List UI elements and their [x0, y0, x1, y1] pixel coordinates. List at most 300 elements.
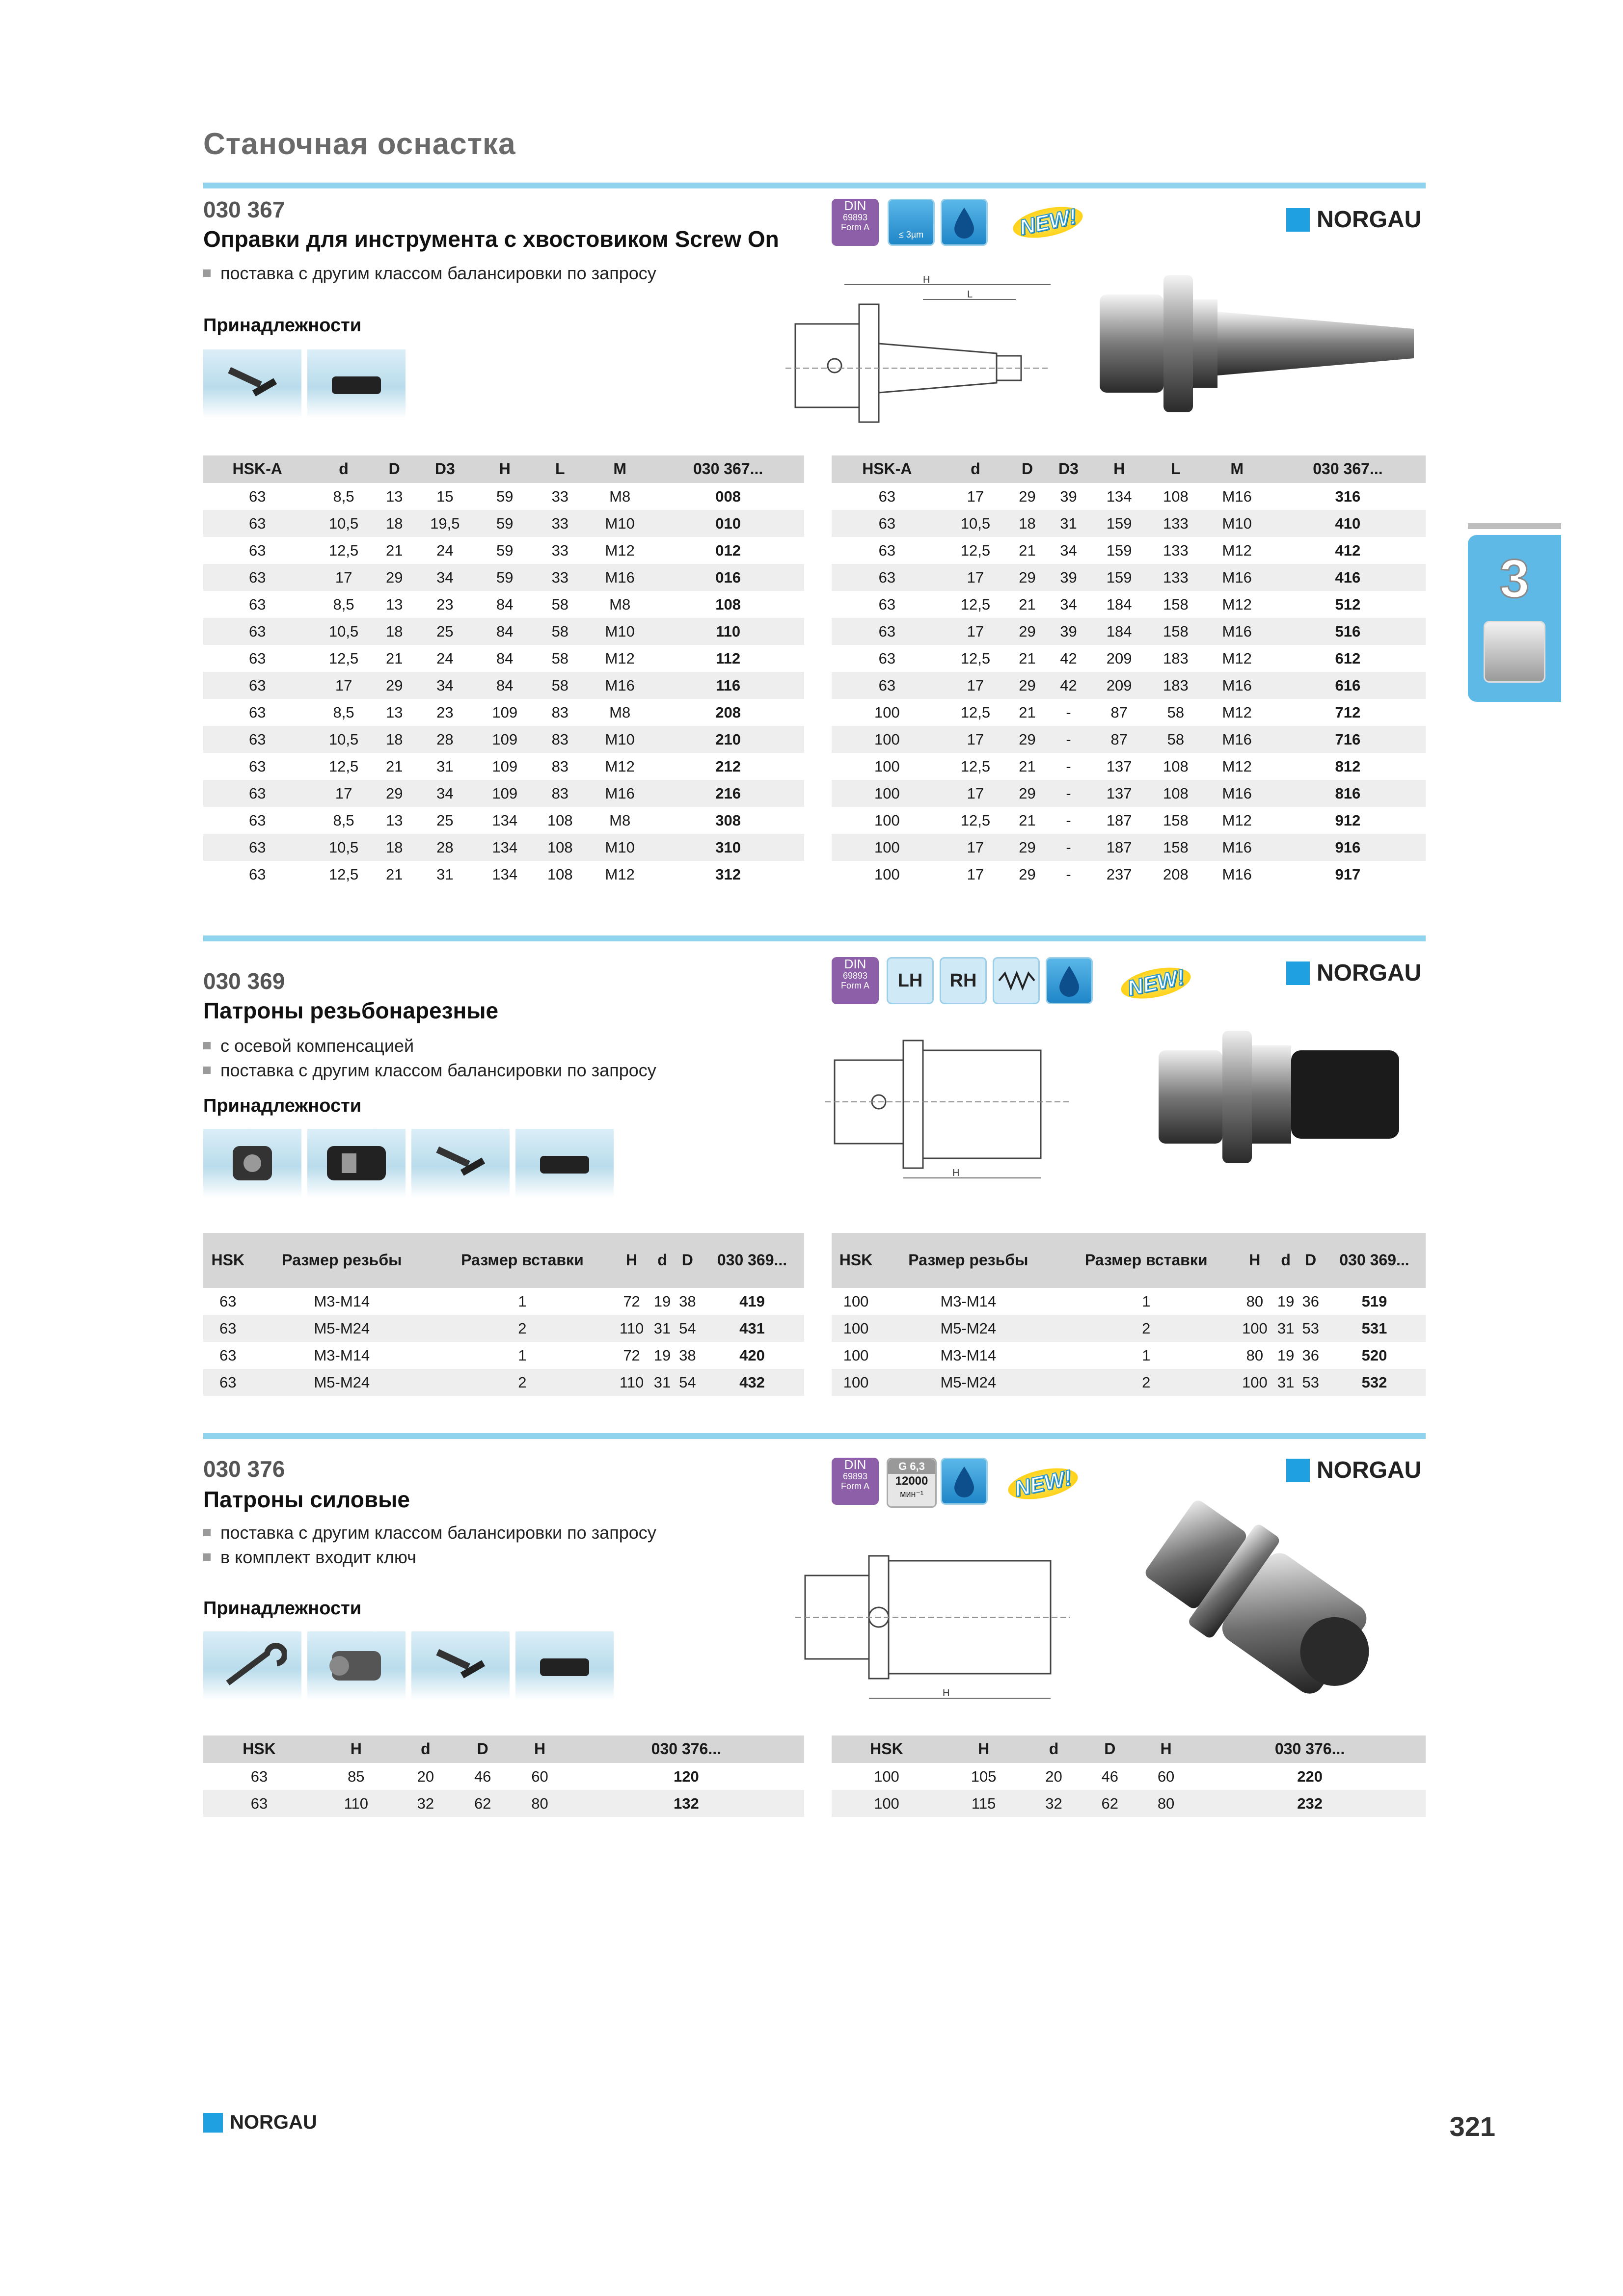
article-number: 210 [652, 726, 804, 753]
table-cell: 29 [1008, 672, 1046, 699]
din-badge: DIN 69893 Form A [832, 199, 879, 246]
article-number: 412 [1335, 541, 1361, 559]
table-cell: 12,5 [960, 541, 991, 559]
article-number: 410 [1270, 510, 1426, 537]
table-cell: 2 [431, 1369, 614, 1396]
table-cell: M10 [588, 834, 652, 861]
table-cell: 39 [1046, 564, 1091, 591]
table-cell: 29 [376, 672, 413, 699]
table-cell: 10,5 [311, 834, 376, 861]
table-cell: 109 [477, 726, 533, 753]
table-cell: 60 [531, 1767, 548, 1785]
table-row [203, 1315, 804, 1342]
article-number: 016 [652, 564, 804, 591]
insert-icon [225, 1136, 279, 1190]
balance-badge: ≤ 3µm [888, 199, 935, 246]
table-cell: 63 [203, 564, 311, 591]
table-row [203, 618, 804, 645]
table-cell: 46 [474, 1767, 491, 1785]
table-cell: 17 [943, 564, 1008, 591]
table-cell: 1 [1142, 1292, 1151, 1310]
table-cell: 17 [943, 672, 1008, 699]
footer-brand-logo: NORGAU [203, 2111, 317, 2134]
table-cell: 100 [832, 1315, 880, 1342]
table-cell: 31 [1046, 510, 1091, 537]
table-cell: 46 [1101, 1767, 1119, 1785]
section3-title: Патроны силовые [203, 1487, 410, 1512]
table-cell: 63 [248, 811, 266, 829]
table-cell: 13 [385, 595, 403, 613]
table-cell: 53 [1298, 1315, 1323, 1342]
table-cell: 110 [315, 1790, 397, 1817]
table-cell: M5-M24 [880, 1369, 1056, 1396]
table-cell: 137 [1106, 757, 1132, 775]
section2-table-left: HSK Размер резьбы Размер вставки H d D 030 369... 63 M3-M14 1 72 19 38 419 63 M5-M24 2 110 31 54 431 63 M3-M14 1 72 19 38 420 63 M5-M24 2 110 31 54 432 [203, 1233, 804, 1396]
t-key-icon [431, 1646, 490, 1685]
table-cell: 158 [1147, 618, 1204, 645]
table-cell: 17 [311, 780, 376, 807]
table-cell: 63 [832, 510, 943, 537]
table-cell: 19 [1277, 1292, 1295, 1310]
table-cell: 209 [1106, 649, 1132, 667]
article-number: 110 [652, 618, 804, 645]
table-cell: M10 [588, 618, 652, 645]
table-cell: 63 [203, 1315, 253, 1342]
table-cell: 8,5 [333, 487, 354, 505]
table-cell: M8 [609, 703, 631, 721]
table-cell: 187 [1106, 811, 1132, 829]
table-row [203, 591, 804, 618]
t-key-icon [223, 364, 282, 403]
table-cell: 2 [1056, 1315, 1236, 1342]
section1-table-left: HSK-A d D D3 H L M 030 367... 63 8,5 13 15 59 33 M8 008 63 10,5 18 19,5 59 33 M10 010 63 12,5 21 24 59 33 M12 012 63 17 29 34 59 33 M16 016 63 8,5 13 23 84 58 M8 108 63 10,5 18 25 84 58 M10 110 63 12,5 21 24 84 58 M12 112 63 17 29 34 84 58 M16 116 63 8,5 13 23 109 83 M8 208 63 10,5 18 28 109 83 M10 210 63 12,5 21 31 109 83 M12 212 63 17 29 34 109 83 M16 216 63 8,5 13 25 134 108 M8 308 63 10,5 18 28 134 108 M10 310 63 12,5 21 31 134 108 M12 312 [203, 455, 804, 888]
svg-text:H: H [952, 1168, 960, 1178]
table-cell: 63 [248, 541, 266, 559]
table-cell: 58 [533, 618, 588, 645]
table-cell: 63 [203, 726, 311, 753]
table-row [203, 510, 804, 537]
section3-technical-drawing [795, 1541, 1080, 1708]
article-number: 612 [1335, 649, 1361, 667]
divider [203, 183, 1426, 188]
article-number: 116 [652, 672, 804, 699]
table-cell: 208 [1163, 865, 1189, 883]
section2-code: 030 369 [203, 968, 285, 994]
table-cell: 33 [533, 510, 588, 537]
brand-logo: NORGAU [1286, 1457, 1421, 1484]
article-number: 216 [652, 780, 804, 807]
table-row [203, 753, 804, 780]
table-cell: 63 [248, 487, 266, 505]
table-cell: 21 [1019, 757, 1036, 775]
table-cell: M3-M14 [940, 1292, 997, 1310]
table-cell: 108 [1163, 757, 1189, 775]
table-cell: M16 [588, 780, 652, 807]
article-number: 432 [700, 1369, 804, 1396]
t-key-icon [431, 1144, 490, 1183]
table-row [832, 510, 1426, 537]
divider [203, 1433, 1426, 1439]
table-cell: M3-M14 [314, 1292, 370, 1310]
accessory-screw[interactable] [515, 1129, 614, 1198]
table-cell: 110 [614, 1369, 650, 1396]
table-cell: 184 [1106, 595, 1132, 613]
table-cell: M10 [588, 726, 652, 753]
table-cell: 63 [203, 834, 311, 861]
accessory-key[interactable] [203, 349, 301, 418]
accessories-row [203, 1129, 614, 1198]
table-cell: 59 [496, 487, 514, 505]
right-hand-thread-badge: RH [940, 957, 987, 1004]
table-cell: 18 [376, 834, 413, 861]
table-cell: - [1066, 865, 1071, 883]
table-cell: 80 [1138, 1790, 1194, 1817]
bullet: поставка с другим классом балансировки по запросу [203, 261, 656, 286]
table-cell: 184 [1091, 618, 1147, 645]
table-cell: 84 [496, 595, 514, 613]
article-number: 519 [1361, 1292, 1387, 1310]
section1-bullets [203, 261, 656, 286]
table-cell: 1 [1142, 1346, 1151, 1364]
table-cell: 32 [1026, 1790, 1082, 1817]
table-cell: M16 [1204, 672, 1270, 699]
table-cell: 134 [1106, 487, 1132, 505]
table-cell: 13 [385, 811, 403, 829]
section2-bullets [203, 1034, 656, 1083]
table-cell: 63 [203, 1790, 315, 1817]
table-row [832, 591, 1426, 618]
table-row [832, 672, 1426, 699]
table-cell: 63 [878, 649, 896, 667]
table-cell: 59 [477, 564, 533, 591]
table-cell: 133 [1147, 510, 1204, 537]
article-number: 232 [1194, 1790, 1426, 1817]
table-cell: 63 [203, 1369, 253, 1396]
chapter-tab[interactable] [1468, 535, 1561, 702]
table-cell: 100 [874, 1767, 899, 1785]
table-cell: 13 [385, 487, 403, 505]
table-cell: 18 [376, 618, 413, 645]
table-cell: 29 [1019, 487, 1036, 505]
table-cell: 53 [1298, 1369, 1323, 1396]
table-cell: 23 [436, 595, 454, 613]
table-cell: 158 [1163, 811, 1189, 829]
table-cell: 1 [518, 1292, 527, 1310]
article-number: 208 [715, 703, 741, 721]
table-cell: 31 [1273, 1315, 1298, 1342]
table-cell: 87 [1091, 726, 1147, 753]
article-number: 520 [1361, 1346, 1387, 1364]
table-cell: 39 [1060, 487, 1077, 505]
table-cell: 17 [967, 487, 984, 505]
table-cell: 84 [477, 672, 533, 699]
divider [203, 935, 1426, 941]
brand-logo: NORGAU [1286, 960, 1421, 987]
table-cell: 29 [1008, 564, 1046, 591]
article-number: 310 [652, 834, 804, 861]
table-row [832, 726, 1426, 753]
table-cell: 137 [1091, 780, 1147, 807]
article-number: 616 [1270, 672, 1426, 699]
accessory-hook-wrench[interactable] [203, 1631, 301, 1700]
table-cell: 21 [1019, 703, 1036, 721]
table-cell: 100 [874, 757, 900, 775]
article-number: 531 [1323, 1315, 1426, 1342]
table-cell: 85 [348, 1767, 365, 1785]
new-badge: NEW! [1112, 959, 1200, 1008]
accessory-key[interactable] [411, 1631, 510, 1700]
table-cell: 209 [1091, 672, 1147, 699]
table-cell: M12 [605, 649, 635, 667]
accessories-row [203, 349, 406, 418]
section2-table-right: HSK Размер резьбы Размер вставки H d D 030 369... 100 M3-M14 1 80 19 36 519 100 M5-M24 2 100 31 53 531 100 M3-M14 1 80 19 36 520 100 M5-M24 2 100 31 53 532 [832, 1233, 1426, 1396]
table-row [832, 699, 1426, 726]
article-number: 431 [700, 1315, 804, 1342]
new-badge: NEW! [1004, 198, 1092, 247]
table-cell: 100 [1236, 1315, 1273, 1342]
table-cell: 80 [1246, 1292, 1264, 1310]
table-cell: 12,5 [960, 649, 991, 667]
coolant-drop-icon [941, 1458, 988, 1505]
table-row [203, 537, 804, 564]
table-cell: 17 [311, 672, 376, 699]
table-cell: 31 [1273, 1369, 1298, 1396]
table-cell: 80 [1246, 1346, 1264, 1364]
table-cell: 42 [1046, 672, 1091, 699]
table-cell: 10,5 [943, 510, 1008, 537]
table-cell: 108 [547, 811, 573, 829]
table-cell: - [1046, 780, 1091, 807]
table-cell: 25 [413, 618, 477, 645]
table-cell: 28 [413, 726, 477, 753]
accessories-row [203, 1631, 614, 1700]
bullet: поставка с другим классом балансировки по запросу [203, 1058, 656, 1083]
table-row [203, 861, 804, 888]
table-cell: 8,5 [333, 811, 354, 829]
article-number: 308 [715, 811, 741, 829]
collet-icon [325, 1639, 388, 1693]
table-cell: 100 [1236, 1369, 1273, 1396]
table-cell: 134 [477, 834, 533, 861]
table-cell: 84 [496, 649, 514, 667]
table-row [832, 807, 1426, 834]
table-row [203, 483, 804, 510]
table-cell: - [1046, 726, 1091, 753]
table-cell: 12,5 [960, 595, 991, 613]
table-cell: 17 [311, 564, 376, 591]
table-cell: 12,5 [960, 703, 991, 721]
table-cell: M3-M14 [940, 1346, 997, 1364]
table-row [203, 726, 804, 753]
svg-text:H: H [943, 1688, 950, 1699]
table-row [832, 780, 1426, 807]
article-number: 312 [715, 865, 741, 883]
table-cell: 134 [492, 811, 518, 829]
accessory-screw[interactable] [307, 349, 406, 418]
table-cell: M10 [588, 510, 652, 537]
table-cell: 63 [219, 1346, 237, 1364]
table-cell: 33 [551, 541, 569, 559]
din-badge: DIN 69893 Form A [832, 1458, 879, 1505]
table-cell: 21 [1019, 595, 1036, 613]
table-cell: 100 [874, 865, 900, 883]
table-cell: 54 [675, 1315, 700, 1342]
table-cell: 133 [1147, 564, 1204, 591]
table-cell: 12,5 [328, 649, 359, 667]
accessory-insert-2[interactable] [307, 1129, 406, 1198]
table-row [203, 834, 804, 861]
table-cell: 60 [1157, 1767, 1175, 1785]
brand-logo: NORGAU [1286, 206, 1421, 233]
table-cell: - [1046, 834, 1091, 861]
table-cell: 109 [492, 703, 518, 721]
bullet: поставка с другим классом балансировки по запросу [203, 1521, 656, 1545]
table-cell: 58 [1147, 726, 1204, 753]
article-number: 916 [1270, 834, 1426, 861]
table-row [203, 1288, 804, 1315]
chapter-number: 3 [1499, 549, 1530, 609]
table-row [832, 834, 1426, 861]
table-cell: 63 [203, 618, 311, 645]
table-cell: 183 [1163, 649, 1189, 667]
table-cell: 21 [1019, 811, 1036, 829]
table-cell: 24 [436, 649, 454, 667]
section2-technical-drawing [825, 1031, 1080, 1188]
article-number: 532 [1323, 1369, 1426, 1396]
table-cell: 63 [203, 510, 311, 537]
table-cell: 12,5 [328, 757, 359, 775]
table-cell: 115 [942, 1790, 1026, 1817]
article-number: 316 [1335, 487, 1361, 505]
article-number: 816 [1270, 780, 1426, 807]
accessory-insert-1[interactable] [203, 1129, 301, 1198]
table-cell: 83 [551, 757, 569, 775]
article-number: 912 [1335, 811, 1361, 829]
table-cell: 17 [967, 865, 984, 883]
table-cell: 108 [533, 834, 588, 861]
article-number: 008 [715, 487, 741, 505]
section2-title: Патроны резьбонарезные [203, 998, 499, 1023]
table-cell: 34 [1060, 541, 1077, 559]
accessories-label: Принадлежности [203, 1095, 362, 1116]
table-cell: 105 [971, 1767, 997, 1785]
table-cell: 42 [1060, 649, 1077, 667]
section1-product-photo [1090, 265, 1424, 422]
table-cell: 31 [649, 1315, 675, 1342]
table-cell: 17 [943, 618, 1008, 645]
section3-code: 030 376 [203, 1456, 285, 1482]
table-cell: M16 [588, 672, 652, 699]
table-row [832, 1288, 1426, 1315]
table-cell: M12 [1222, 811, 1252, 829]
table-cell: 109 [477, 780, 533, 807]
table-cell: 21 [385, 757, 403, 775]
table-cell: 36 [1302, 1292, 1319, 1310]
bullet: с осевой компенсацией [203, 1034, 656, 1058]
table-cell: 58 [551, 595, 569, 613]
table-cell: 100 [843, 1292, 869, 1310]
article-number: 420 [739, 1346, 765, 1364]
svg-text:L: L [967, 289, 973, 300]
table-cell: 23 [436, 703, 454, 721]
table-cell: 72 [623, 1292, 640, 1310]
screw-icon [533, 1649, 596, 1683]
table-cell: 34 [413, 780, 477, 807]
left-hand-thread-badge: LH [887, 957, 934, 1004]
table-row [832, 1315, 1426, 1342]
page-number: 321 [1449, 2111, 1495, 2142]
table-cell: 17 [943, 780, 1008, 807]
table-row [203, 645, 804, 672]
table-cell: 63 [878, 595, 896, 613]
table-cell: 20 [1045, 1767, 1062, 1785]
table-cell: 2 [431, 1315, 614, 1342]
insert-icon [322, 1136, 391, 1190]
table-cell: 33 [551, 487, 569, 505]
table-row [832, 1790, 1426, 1817]
article-number: 812 [1335, 757, 1361, 775]
table-cell: 159 [1091, 510, 1147, 537]
table-cell: 108 [1147, 780, 1204, 807]
article-number: 112 [716, 649, 741, 667]
table-cell: 58 [1167, 703, 1185, 721]
table-cell: 10,5 [311, 510, 376, 537]
table-cell: M16 [1204, 618, 1270, 645]
table-cell: 34 [1060, 595, 1077, 613]
table-row [832, 645, 1426, 672]
table-cell: M5-M24 [880, 1315, 1056, 1342]
table-cell: 19 [1277, 1346, 1295, 1364]
accessory-key[interactable] [411, 1129, 510, 1198]
table-cell: M8 [609, 487, 631, 505]
table-cell: 29 [376, 564, 413, 591]
accessory-collet[interactable] [307, 1631, 406, 1700]
table-cell: M16 [1204, 564, 1270, 591]
table-cell: 17 [943, 726, 1008, 753]
article-number: 419 [739, 1292, 765, 1310]
table-cell: 12,5 [328, 865, 359, 883]
table-cell: 63 [219, 1292, 237, 1310]
table-row [203, 807, 804, 834]
bullet: в комплект входит ключ [203, 1545, 656, 1570]
table-cell: 63 [248, 649, 266, 667]
table-cell: 63 [248, 595, 266, 613]
table-cell: M3-M14 [314, 1346, 370, 1364]
table-cell: 1 [518, 1346, 527, 1364]
din-badge: DIN 69893 Form A [832, 957, 879, 1004]
table-row [832, 618, 1426, 645]
accessory-screw[interactable] [515, 1631, 614, 1700]
table-cell: 63 [250, 1767, 268, 1785]
table-cell: 21 [385, 865, 403, 883]
table-cell: 63 [203, 672, 311, 699]
table-cell: 63 [248, 703, 266, 721]
table-cell: 100 [832, 1369, 880, 1396]
table-cell: 29 [376, 780, 413, 807]
table-cell: 18 [1008, 510, 1046, 537]
table-cell: 12,5 [328, 541, 359, 559]
table-cell: 18 [376, 726, 413, 753]
table-cell: 237 [1106, 865, 1132, 883]
article-number: 212 [715, 757, 741, 775]
table-cell: M12 [1222, 649, 1252, 667]
table-cell: 18 [376, 510, 413, 537]
section3-product-photo [1119, 1472, 1394, 1728]
table-cell: M16 [1204, 780, 1270, 807]
table-cell: 187 [1091, 834, 1147, 861]
table-cell: 10,5 [311, 726, 376, 753]
table-cell: 12,5 [960, 757, 991, 775]
